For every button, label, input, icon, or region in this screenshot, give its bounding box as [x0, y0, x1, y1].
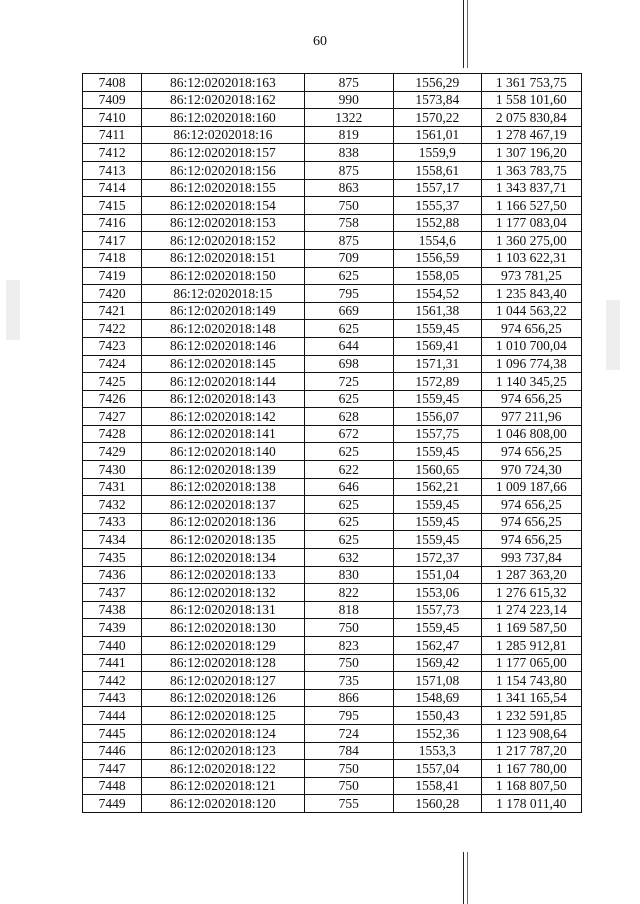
table-row [83, 161, 582, 179]
cadastral-number-cell: 86:12:0202018:157 [142, 144, 304, 162]
table-row [83, 197, 582, 215]
rate-cell: 1552,88 [393, 214, 481, 232]
table-row [83, 91, 582, 109]
table-row [83, 74, 582, 92]
rate-cell: 1559,45 [393, 443, 481, 461]
table-row [83, 461, 582, 479]
value-cell: 1 287 363,20 [481, 566, 581, 584]
cadastral-number-cell: 86:12:0202018:155 [142, 179, 304, 197]
area-cell: 632 [304, 549, 393, 567]
row-number-cell: 7423 [83, 337, 142, 355]
table-row [83, 549, 582, 567]
row-number-cell: 7414 [83, 179, 142, 197]
row-number-cell: 7440 [83, 637, 142, 655]
row-number-cell: 7442 [83, 672, 142, 690]
value-cell: 1 096 774,38 [481, 355, 581, 373]
rate-cell: 1559,9 [393, 144, 481, 162]
table-row [83, 267, 582, 285]
page-number: 60 [313, 34, 327, 49]
rate-cell: 1559,45 [393, 390, 481, 408]
cadastral-number-cell: 86:12:0202018:122 [142, 760, 304, 778]
value-cell: 1 360 275,00 [481, 232, 581, 250]
cadastral-number-cell: 86:12:0202018:125 [142, 707, 304, 725]
cadastral-number-cell: 86:12:0202018:135 [142, 531, 304, 549]
rate-cell: 1560,65 [393, 461, 481, 479]
area-cell: 822 [304, 584, 393, 602]
value-cell: 1 178 011,40 [481, 795, 581, 813]
area-cell: 866 [304, 689, 393, 707]
value-cell: 1 103 622,31 [481, 249, 581, 267]
area-cell: 625 [304, 390, 393, 408]
cadastral-number-cell: 86:12:0202018:139 [142, 461, 304, 479]
rate-cell: 1558,61 [393, 161, 481, 179]
area-cell: 750 [304, 197, 393, 215]
cadastral-number-cell: 86:12:0202018:152 [142, 232, 304, 250]
row-number-cell: 7430 [83, 461, 142, 479]
rate-cell: 1556,29 [393, 74, 481, 92]
value-cell: 973 781,25 [481, 267, 581, 285]
area-cell: 698 [304, 355, 393, 373]
area-cell: 625 [304, 496, 393, 514]
value-cell: 1 140 345,25 [481, 373, 581, 391]
area-cell: 823 [304, 637, 393, 655]
value-cell: 1 558 101,60 [481, 91, 581, 109]
cadastral-number-cell: 86:12:0202018:142 [142, 408, 304, 426]
cadastral-number-cell: 86:12:0202018:140 [142, 443, 304, 461]
rate-cell: 1559,45 [393, 531, 481, 549]
cadastral-number-cell: 86:12:0202018:148 [142, 320, 304, 338]
table-row [83, 408, 582, 426]
table-row [83, 672, 582, 690]
row-number-cell: 7445 [83, 724, 142, 742]
rate-cell: 1572,89 [393, 373, 481, 391]
rate-cell: 1557,75 [393, 425, 481, 443]
table-row [83, 531, 582, 549]
value-cell: 1 044 563,22 [481, 302, 581, 320]
value-cell: 1 046 808,00 [481, 425, 581, 443]
cadastral-number-cell: 86:12:0202018:143 [142, 390, 304, 408]
value-cell: 1 307 196,20 [481, 144, 581, 162]
row-number-cell: 7437 [83, 584, 142, 602]
cadastral-number-cell: 86:12:0202018:162 [142, 91, 304, 109]
row-number-cell: 7439 [83, 619, 142, 637]
table-row [83, 724, 582, 742]
area-cell: 863 [304, 179, 393, 197]
row-number-cell: 7413 [83, 161, 142, 179]
rate-cell: 1573,84 [393, 91, 481, 109]
scan-artifact-line-bottom-2 [467, 852, 468, 904]
row-number-cell: 7416 [83, 214, 142, 232]
scan-artifact-line-top [463, 0, 464, 68]
row-number-cell: 7422 [83, 320, 142, 338]
area-cell: 625 [304, 267, 393, 285]
area-cell: 625 [304, 531, 393, 549]
rate-cell: 1571,08 [393, 672, 481, 690]
row-number-cell: 7446 [83, 742, 142, 760]
table-row [83, 285, 582, 303]
area-cell: 830 [304, 566, 393, 584]
row-number-cell: 7411 [83, 126, 142, 144]
table-row [83, 707, 582, 725]
table-row [83, 109, 582, 127]
value-cell: 1 166 527,50 [481, 197, 581, 215]
value-cell: 974 656,25 [481, 443, 581, 461]
value-cell: 1 177 065,00 [481, 654, 581, 672]
row-number-cell: 7409 [83, 91, 142, 109]
rate-cell: 1559,45 [393, 496, 481, 514]
value-cell: 974 656,25 [481, 531, 581, 549]
area-cell: 875 [304, 74, 393, 92]
cadastral-number-cell: 86:12:0202018:16 [142, 126, 304, 144]
row-number-cell: 7433 [83, 513, 142, 531]
row-number-cell: 7421 [83, 302, 142, 320]
value-cell: 1 123 908,64 [481, 724, 581, 742]
rate-cell: 1548,69 [393, 689, 481, 707]
table-row [83, 601, 582, 619]
area-cell: 625 [304, 320, 393, 338]
cadastral-number-cell: 86:12:0202018:126 [142, 689, 304, 707]
cadastral-number-cell: 86:12:0202018:156 [142, 161, 304, 179]
area-cell: 875 [304, 232, 393, 250]
cadastral-number-cell: 86:12:0202018:15 [142, 285, 304, 303]
area-cell: 625 [304, 513, 393, 531]
cadastral-number-cell: 86:12:0202018:133 [142, 566, 304, 584]
area-cell: 875 [304, 161, 393, 179]
cadastral-number-cell: 86:12:0202018:154 [142, 197, 304, 215]
rate-cell: 1569,41 [393, 337, 481, 355]
value-cell: 1 169 587,50 [481, 619, 581, 637]
row-number-cell: 7412 [83, 144, 142, 162]
cadastral-number-cell: 86:12:0202018:163 [142, 74, 304, 92]
value-cell: 1 232 591,85 [481, 707, 581, 725]
row-number-cell: 7438 [83, 601, 142, 619]
value-cell: 974 656,25 [481, 390, 581, 408]
table-row [83, 355, 582, 373]
area-cell: 795 [304, 707, 393, 725]
area-cell: 750 [304, 619, 393, 637]
row-number-cell: 7431 [83, 478, 142, 496]
cadastral-number-cell: 86:12:0202018:146 [142, 337, 304, 355]
rate-cell: 1562,21 [393, 478, 481, 496]
cadastral-number-cell: 86:12:0202018:124 [142, 724, 304, 742]
value-cell: 1 274 223,14 [481, 601, 581, 619]
table-row [83, 373, 582, 391]
rate-cell: 1556,59 [393, 249, 481, 267]
row-number-cell: 7448 [83, 777, 142, 795]
row-number-cell: 7418 [83, 249, 142, 267]
cadastral-number-cell: 86:12:0202018:145 [142, 355, 304, 373]
rate-cell: 1569,42 [393, 654, 481, 672]
table-row [83, 320, 582, 338]
value-cell: 974 656,25 [481, 320, 581, 338]
value-cell: 977 211,96 [481, 408, 581, 426]
table-row [83, 478, 582, 496]
table-row [83, 302, 582, 320]
row-number-cell: 7424 [83, 355, 142, 373]
row-number-cell: 7432 [83, 496, 142, 514]
cadastral-number-cell: 86:12:0202018:127 [142, 672, 304, 690]
row-number-cell: 7435 [83, 549, 142, 567]
area-cell: 795 [304, 285, 393, 303]
cadastral-number-cell: 86:12:0202018:160 [142, 109, 304, 127]
area-cell: 622 [304, 461, 393, 479]
row-number-cell: 7426 [83, 390, 142, 408]
row-number-cell: 7434 [83, 531, 142, 549]
value-cell: 1 343 837,71 [481, 179, 581, 197]
table-row [83, 144, 582, 162]
row-number-cell: 7429 [83, 443, 142, 461]
area-cell: 750 [304, 777, 393, 795]
cadastral-number-cell: 86:12:0202018:132 [142, 584, 304, 602]
row-number-cell: 7444 [83, 707, 142, 725]
cadastral-number-cell: 86:12:0202018:137 [142, 496, 304, 514]
rate-cell: 1562,47 [393, 637, 481, 655]
table-row [83, 390, 582, 408]
value-cell: 993 737,84 [481, 549, 581, 567]
area-cell: 819 [304, 126, 393, 144]
row-number-cell: 7441 [83, 654, 142, 672]
area-cell: 758 [304, 214, 393, 232]
row-number-cell: 7449 [83, 795, 142, 813]
table-row [83, 742, 582, 760]
row-number-cell: 7436 [83, 566, 142, 584]
value-cell: 1 009 187,66 [481, 478, 581, 496]
table-row [83, 443, 582, 461]
value-cell: 1 177 083,04 [481, 214, 581, 232]
area-cell: 735 [304, 672, 393, 690]
rate-cell: 1559,45 [393, 513, 481, 531]
cadastral-number-cell: 86:12:0202018:151 [142, 249, 304, 267]
row-number-cell: 7408 [83, 74, 142, 92]
cadastral-number-cell: 86:12:0202018:138 [142, 478, 304, 496]
rate-cell: 1555,37 [393, 197, 481, 215]
row-number-cell: 7427 [83, 408, 142, 426]
cadastral-number-cell: 86:12:0202018:131 [142, 601, 304, 619]
area-cell: 725 [304, 373, 393, 391]
row-number-cell: 7415 [83, 197, 142, 215]
rate-cell: 1561,38 [393, 302, 481, 320]
rate-cell: 1552,36 [393, 724, 481, 742]
rate-cell: 1557,73 [393, 601, 481, 619]
scan-artifact-line-bottom [463, 852, 464, 904]
table-row [83, 566, 582, 584]
table-row [83, 654, 582, 672]
value-cell: 1 363 783,75 [481, 161, 581, 179]
area-cell: 709 [304, 249, 393, 267]
area-cell: 784 [304, 742, 393, 760]
value-cell: 974 656,25 [481, 513, 581, 531]
area-cell: 990 [304, 91, 393, 109]
value-cell: 1 341 165,54 [481, 689, 581, 707]
table-row [83, 214, 582, 232]
table-row [83, 425, 582, 443]
table-body [83, 74, 582, 813]
rate-cell: 1561,01 [393, 126, 481, 144]
table-row [83, 760, 582, 778]
area-cell: 750 [304, 654, 393, 672]
table-row [83, 513, 582, 531]
row-number-cell: 7420 [83, 285, 142, 303]
rate-cell: 1554,52 [393, 285, 481, 303]
table-row [83, 232, 582, 250]
rate-cell: 1571,31 [393, 355, 481, 373]
rate-cell: 1570,22 [393, 109, 481, 127]
rate-cell: 1559,45 [393, 619, 481, 637]
table-row [83, 777, 582, 795]
area-cell: 750 [304, 760, 393, 778]
value-cell: 2 075 830,84 [481, 109, 581, 127]
value-cell: 1 276 615,32 [481, 584, 581, 602]
value-cell: 1 285 912,81 [481, 637, 581, 655]
table-row [83, 126, 582, 144]
area-cell: 755 [304, 795, 393, 813]
rate-cell: 1557,04 [393, 760, 481, 778]
value-cell: 1 154 743,80 [481, 672, 581, 690]
value-cell: 1 168 807,50 [481, 777, 581, 795]
row-number-cell: 7447 [83, 760, 142, 778]
row-number-cell: 7417 [83, 232, 142, 250]
rate-cell: 1558,05 [393, 267, 481, 285]
cadastral-number-cell: 86:12:0202018:123 [142, 742, 304, 760]
area-cell: 669 [304, 302, 393, 320]
row-number-cell: 7419 [83, 267, 142, 285]
cadastral-number-cell: 86:12:0202018:149 [142, 302, 304, 320]
table-row [83, 584, 582, 602]
rate-cell: 1553,06 [393, 584, 481, 602]
scan-noise-left [6, 280, 20, 340]
rate-cell: 1553,3 [393, 742, 481, 760]
table-row [83, 337, 582, 355]
table-row [83, 795, 582, 813]
area-cell: 646 [304, 478, 393, 496]
table-row [83, 249, 582, 267]
cadastral-number-cell: 86:12:0202018:150 [142, 267, 304, 285]
rate-cell: 1559,45 [393, 320, 481, 338]
table-row [83, 689, 582, 707]
cadastral-number-cell: 86:12:0202018:130 [142, 619, 304, 637]
cadastral-number-cell: 86:12:0202018:129 [142, 637, 304, 655]
cadastral-number-cell: 86:12:0202018:134 [142, 549, 304, 567]
value-cell: 1 217 787,20 [481, 742, 581, 760]
cadastral-number-cell: 86:12:0202018:128 [142, 654, 304, 672]
cadastral-number-cell: 86:12:0202018:144 [142, 373, 304, 391]
cadastral-number-cell: 86:12:0202018:141 [142, 425, 304, 443]
area-cell: 838 [304, 144, 393, 162]
rate-cell: 1554,6 [393, 232, 481, 250]
rate-cell: 1550,43 [393, 707, 481, 725]
value-cell: 1 010 700,04 [481, 337, 581, 355]
table-row [83, 179, 582, 197]
value-cell: 1 278 467,19 [481, 126, 581, 144]
rate-cell: 1558,41 [393, 777, 481, 795]
cadastral-number-cell: 86:12:0202018:136 [142, 513, 304, 531]
rate-cell: 1560,28 [393, 795, 481, 813]
cadastral-number-cell: 86:12:0202018:121 [142, 777, 304, 795]
cadastral-number-cell: 86:12:0202018:120 [142, 795, 304, 813]
cadastral-table [82, 73, 582, 813]
value-cell: 974 656,25 [481, 496, 581, 514]
cadastral-number-cell: 86:12:0202018:153 [142, 214, 304, 232]
scan-artifact-line-top-2 [467, 0, 468, 68]
area-cell: 724 [304, 724, 393, 742]
area-cell: 644 [304, 337, 393, 355]
area-cell: 1322 [304, 109, 393, 127]
value-cell: 970 724,30 [481, 461, 581, 479]
area-cell: 628 [304, 408, 393, 426]
rate-cell: 1557,17 [393, 179, 481, 197]
row-number-cell: 7443 [83, 689, 142, 707]
area-cell: 818 [304, 601, 393, 619]
table-row [83, 496, 582, 514]
area-cell: 672 [304, 425, 393, 443]
value-cell: 1 361 753,75 [481, 74, 581, 92]
rate-cell: 1551,04 [393, 566, 481, 584]
area-cell: 625 [304, 443, 393, 461]
table-row [83, 619, 582, 637]
row-number-cell: 7410 [83, 109, 142, 127]
row-number-cell: 7428 [83, 425, 142, 443]
scan-noise-right [606, 300, 620, 370]
value-cell: 1 235 843,40 [481, 285, 581, 303]
rate-cell: 1556,07 [393, 408, 481, 426]
rate-cell: 1572,37 [393, 549, 481, 567]
row-number-cell: 7425 [83, 373, 142, 391]
value-cell: 1 167 780,00 [481, 760, 581, 778]
table-row [83, 637, 582, 655]
